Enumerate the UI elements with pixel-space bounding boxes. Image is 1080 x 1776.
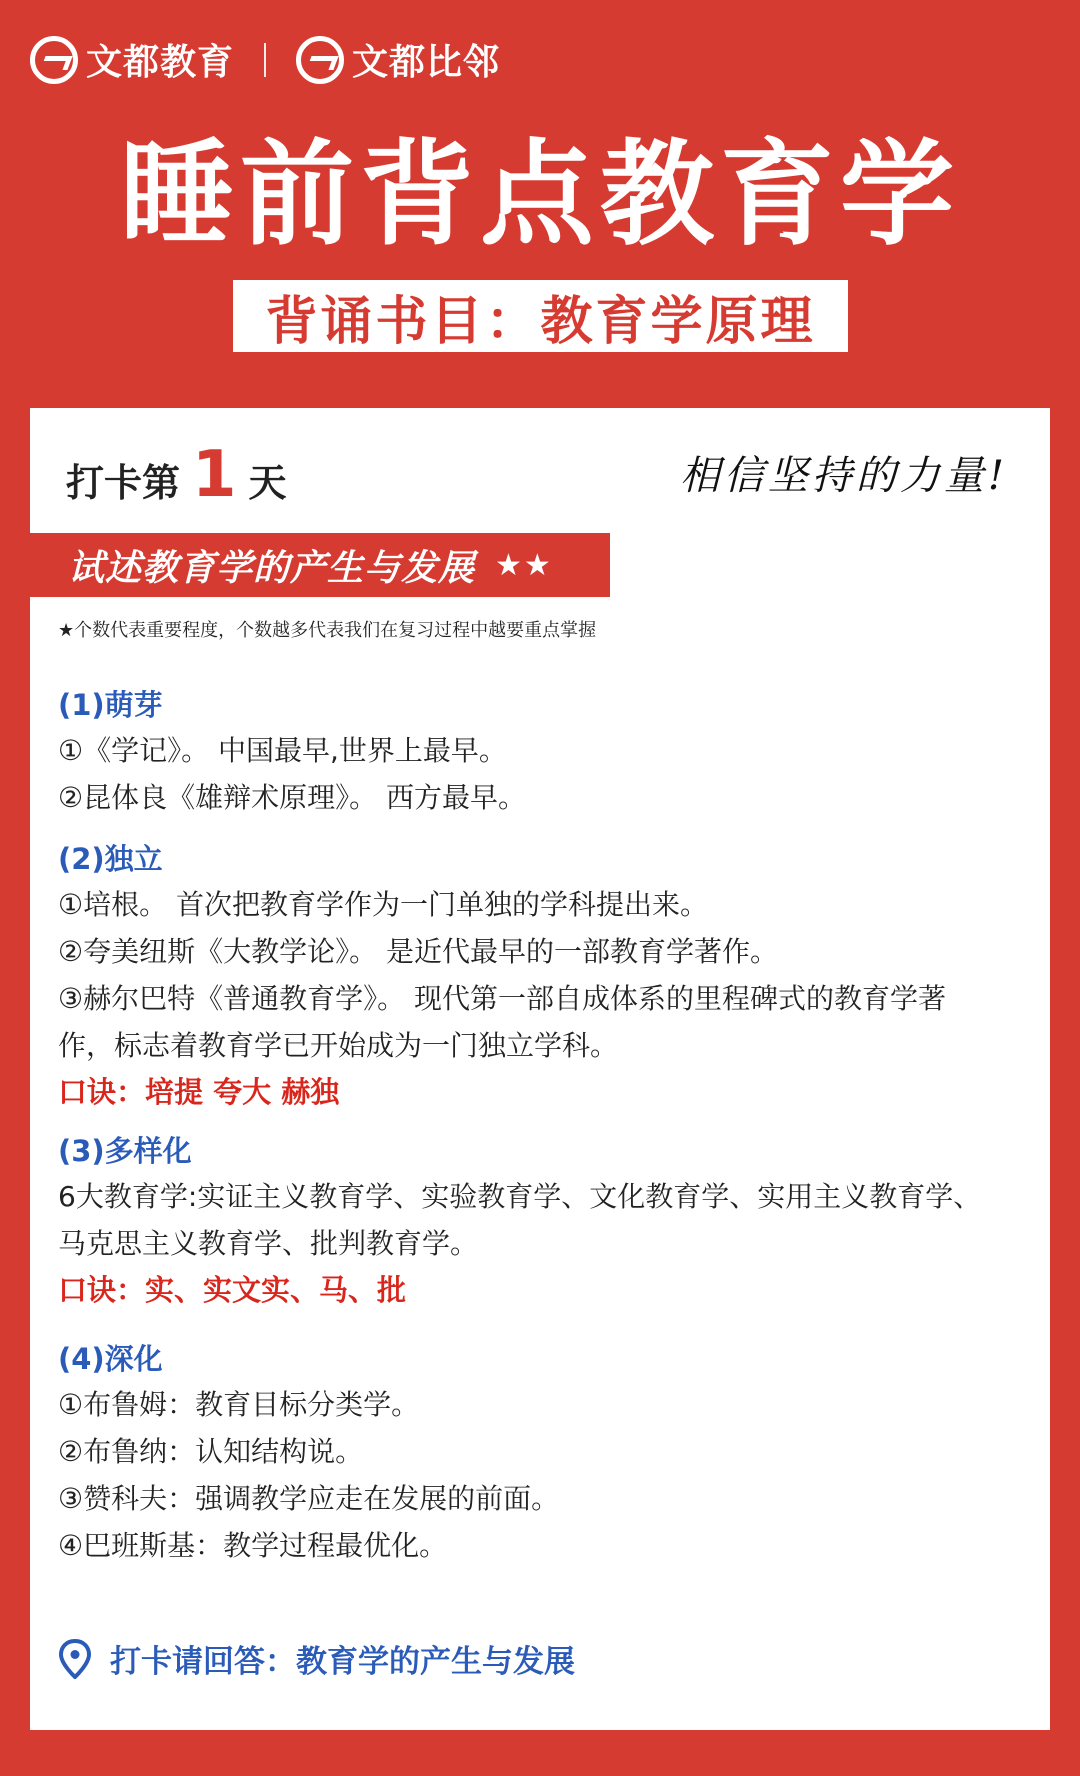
wendu-logo-icon: [30, 36, 78, 84]
content-line: ④巴班斯基：教学过程最优化。: [58, 1529, 448, 1562]
checkin-prompt-text: 打卡请回答：教育学的产生与发展: [110, 1644, 575, 1680]
checkin-counter: [66, 438, 287, 512]
brand-bar: [30, 34, 500, 85]
content-line: ③赞科夫：强调教学应走在发展的前面。: [58, 1482, 560, 1515]
subtitle-box: [233, 280, 848, 352]
content-line: ①布鲁姆：教育目标分类学。: [58, 1388, 420, 1421]
section-title: (4)深化: [58, 1342, 163, 1376]
answer-content: [58, 683, 1028, 1569]
checkin-suffix: 天: [248, 461, 287, 505]
brand-wendu-bilin: [296, 34, 500, 85]
content-line: 6大教育学:实证主义教育学、实验教育学、文化教育学、实用主义教育学、: [58, 1180, 982, 1213]
subtitle: 背诵书目：教育学原理: [265, 291, 816, 352]
question-title: 试述教育学的产生与发展: [68, 547, 476, 589]
motto: 相信坚持的力量!: [679, 453, 1008, 499]
header: [0, 0, 1080, 400]
section-title: (2)独立: [58, 842, 163, 876]
content-line: 作，标志着教育学已开始成为一门独立学科。: [58, 1029, 619, 1062]
section-title: (1)萌芽: [58, 688, 163, 722]
checkin-prompt: [58, 1636, 575, 1681]
content-line: 马克思主义教育学、批判教育学。: [58, 1227, 479, 1260]
checkin-prefix: 打卡第: [66, 461, 181, 505]
brand-name-left: 文都教育: [86, 42, 235, 83]
brand-divider: [264, 43, 266, 77]
question-banner: [0, 533, 610, 597]
brand-wendu-education: [30, 34, 234, 85]
content-line: ②布鲁纳：认知结构说。: [58, 1435, 364, 1468]
content-card: [30, 408, 1050, 1730]
content-line: ②夸美纽斯《大教学论》。 是近代最早的一部教育学著作。: [58, 935, 779, 968]
content-line: ①《学记》。 中国最早,世界上最早。: [58, 734, 507, 767]
importance-note: ★个数代表重要程度，个数越多代表我们在复习过程中越要重点掌握: [58, 620, 597, 641]
wendu-logo-icon: [296, 36, 344, 84]
mnemonic: 口诀：实、实文实、马、批: [58, 1273, 407, 1307]
importance-stars: ★★: [495, 547, 553, 583]
page-title: 睡前背点教育学: [119, 128, 960, 261]
section-title: (3)多样化: [58, 1134, 192, 1168]
content-line: ②昆体良《雄辩术原理》。 西方最早。: [58, 781, 527, 814]
mnemonic: 口诀：培提 夸大 赫独: [58, 1075, 340, 1109]
brand-name-right: 文都比邻: [352, 42, 501, 83]
content-line: ①培根。 首次把教育学作为一门单独的学科提出来。: [58, 888, 709, 921]
content-line: ③赫尔巴特《普通教育学》。 现代第一部自成体系的里程碑式的教育学著: [58, 982, 947, 1015]
checkin-day-number: 1: [192, 438, 237, 512]
location-pin-icon: [58, 1639, 92, 1679]
